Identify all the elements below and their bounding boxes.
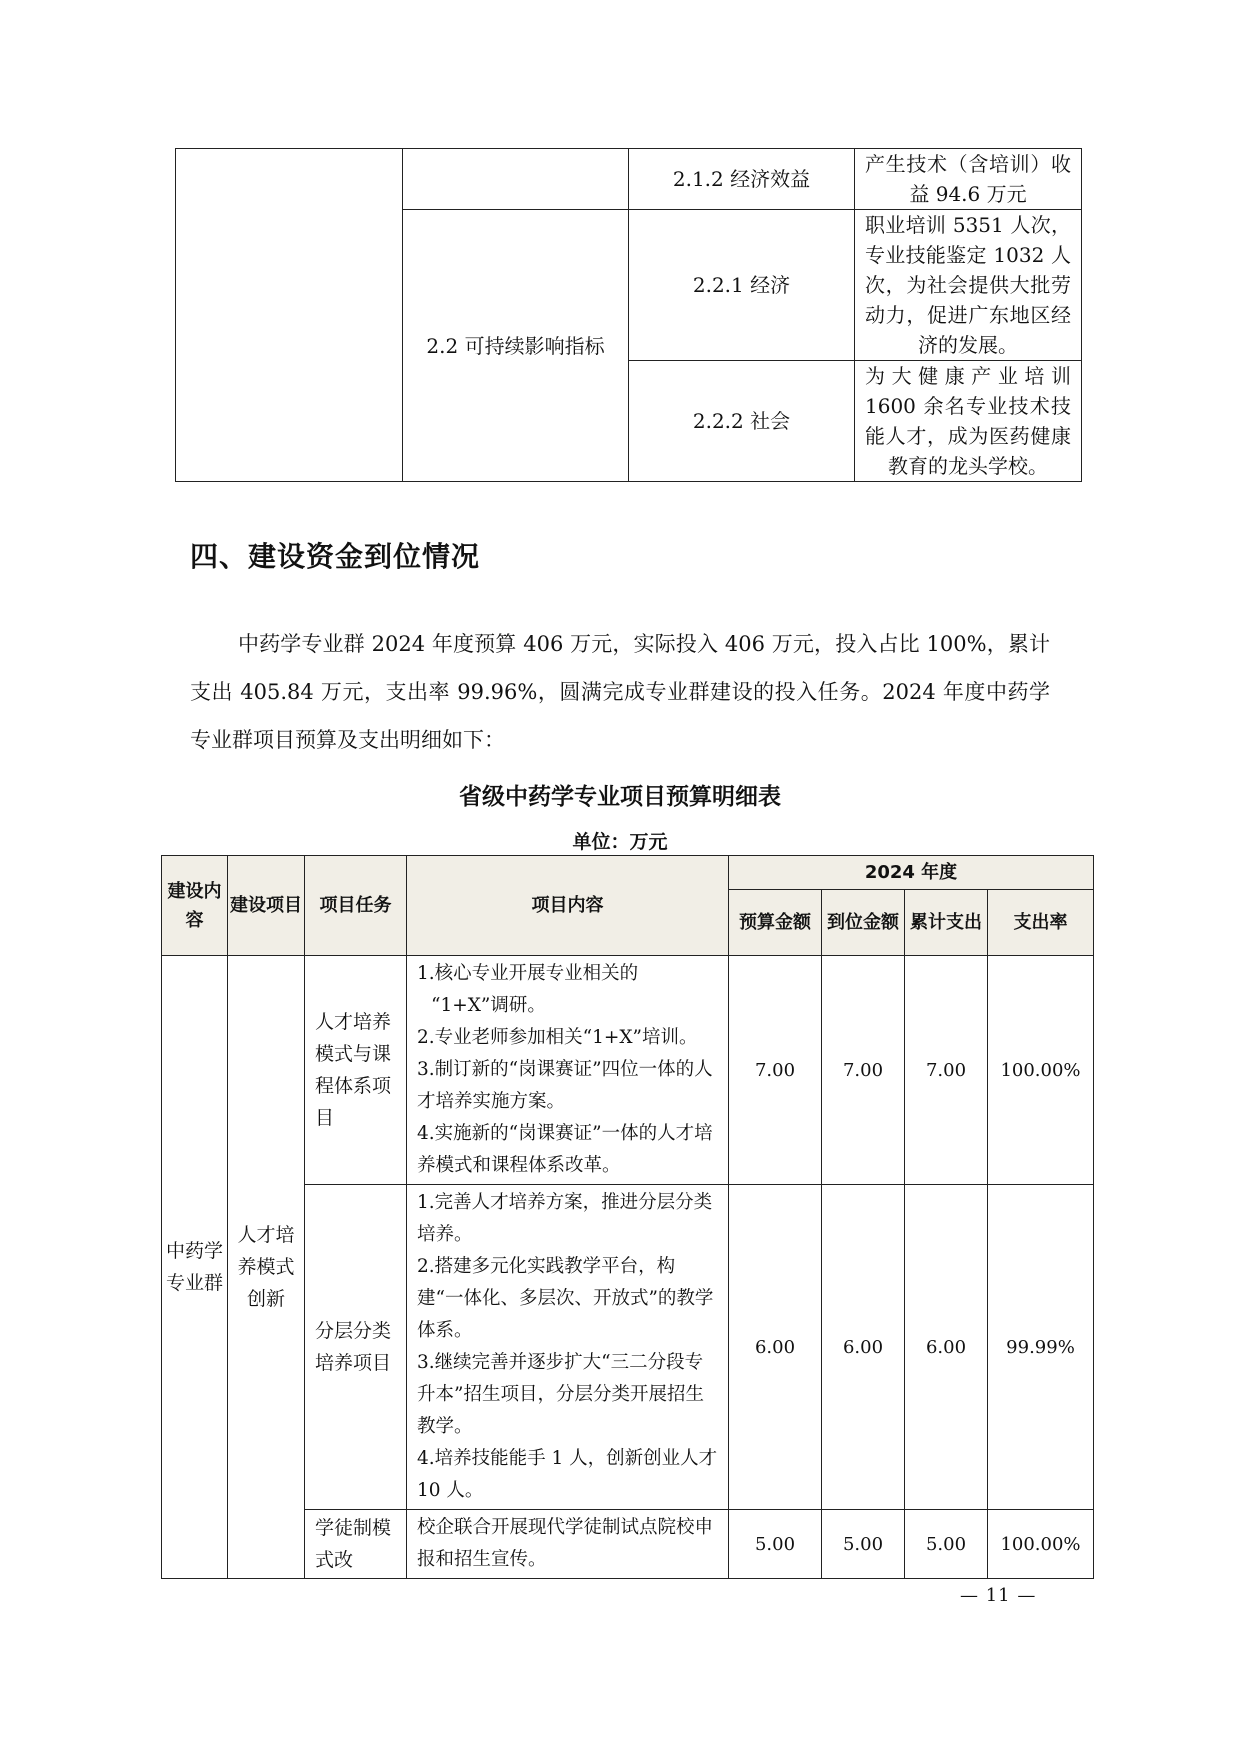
table-unit: 单位：万元 (572, 831, 668, 853)
spent-amount-cell: 5.00 (905, 1510, 988, 1579)
indicator-cell-empty (403, 149, 629, 210)
detail-item: 4.实施新的“岗课赛证”一体的人才培养模式和课程体系改革。 (417, 1123, 713, 1176)
indicator-result-cell: 产生技术（含培训）收益 94.6 万元 (855, 149, 1082, 210)
indicator-cell: 2.2 可持续影响指标 (403, 210, 629, 482)
arrived-amount-cell: 5.00 (822, 1510, 905, 1579)
indicator-category-cell (176, 149, 403, 482)
spent-amount-cell: 6.00 (905, 1185, 988, 1510)
detail-item: 1.核心专业开展专业相关的 (417, 963, 639, 984)
spent-amount-cell: 7.00 (905, 956, 988, 1185)
detail-item: 3.制订新的“岗课赛证”四位一体的人才培养实施方案。 (417, 1059, 713, 1112)
budget-amount-cell: 6.00 (729, 1185, 822, 1510)
indicator-table (175, 148, 1082, 482)
header-budget: 预算金额 (729, 890, 822, 956)
page-number: — 11 — (960, 1585, 1037, 1606)
header-year: 2024 年度 (729, 856, 1094, 890)
table-row (162, 956, 1094, 1185)
header-rate: 支出率 (988, 890, 1094, 956)
detail-item: 校企联合开展现代学徒制试点院校申报和招生宣传。 (417, 1517, 714, 1570)
header-spent: 累计支出 (905, 890, 988, 956)
arrived-amount-cell: 6.00 (822, 1185, 905, 1510)
table-title: 省级中药学专业项目预算明细表 (459, 784, 781, 810)
header-construction-content: 建设内容 (162, 856, 228, 956)
construction-content-cell: 中药学专业群 (162, 956, 228, 1579)
detail-item: 2.专业老师参加相关“1+X”培训。 (417, 1027, 698, 1048)
spend-rate-cell: 100.00% (988, 1510, 1094, 1579)
budget-amount-cell: 5.00 (729, 1510, 822, 1579)
header-project-task: 项目任务 (305, 856, 407, 956)
detail-item: “1+X”调研。 (431, 995, 546, 1016)
budget-amount-cell: 7.00 (729, 956, 822, 1185)
sub-indicator-cell: 2.2.2 社会 (629, 361, 855, 482)
construction-project-cell: 人才培养模式创新 (228, 956, 305, 1579)
budget-table (161, 855, 1094, 1579)
spend-rate-cell: 99.99% (988, 1185, 1094, 1510)
detail-item: 3.继续完善并逐步扩大“三二分段专升本”招生项目，分层分类开展招生教学。 (417, 1352, 704, 1437)
arrived-amount-cell: 7.00 (822, 956, 905, 1185)
project-detail-cell (407, 1185, 729, 1510)
sub-indicator-cell: 2.2.1 经济 (629, 210, 855, 361)
project-detail-cell (407, 956, 729, 1185)
spend-rate-cell: 100.00% (988, 956, 1094, 1185)
indicator-result-cell: 为大健康产业培训 1600 余名专业技术技能人才，成为医药健康教育的龙头学校。 (855, 361, 1082, 482)
header-arrived: 到位金额 (822, 890, 905, 956)
project-detail-cell (407, 1510, 729, 1579)
sub-indicator-cell: 2.1.2 经济效益 (629, 149, 855, 210)
project-task-cell: 学徒制模式改 (305, 1510, 407, 1579)
body-paragraph: 中药学专业群 2024 年度预算 406 万元，实际投入 406 万元，投入占比 100%，累计支出 405.84 万元，支出率 99.96%，圆满完成专业群建设的投入任务。2024 年度中药学专业群项目预算及支出明细如下： (190, 632, 1050, 752)
project-task-cell: 分层分类培养项目 (305, 1185, 407, 1510)
detail-item: 2.搭建多元化实践教学平台，构建“一体化、多层次、开放式”的教学体系。 (417, 1256, 714, 1341)
detail-item: 1.完善人才培养方案，推进分层分类培养。 (417, 1192, 713, 1245)
detail-item: 4.培养技能能手 1 人，创新创业人才 10 人。 (417, 1448, 718, 1501)
indicator-result-cell: 职业培训 5351 人次，专业技能鉴定 1032 人次，为社会提供大批劳动力，促进广东地区经济的发展。 (855, 210, 1082, 361)
header-project-detail: 项目内容 (407, 856, 729, 956)
project-task-cell: 人才培养模式与课程体系项目 (305, 956, 407, 1185)
section-heading: 四、建设资金到位情况 (190, 540, 481, 573)
header-construction-project: 建设项目 (228, 856, 305, 956)
